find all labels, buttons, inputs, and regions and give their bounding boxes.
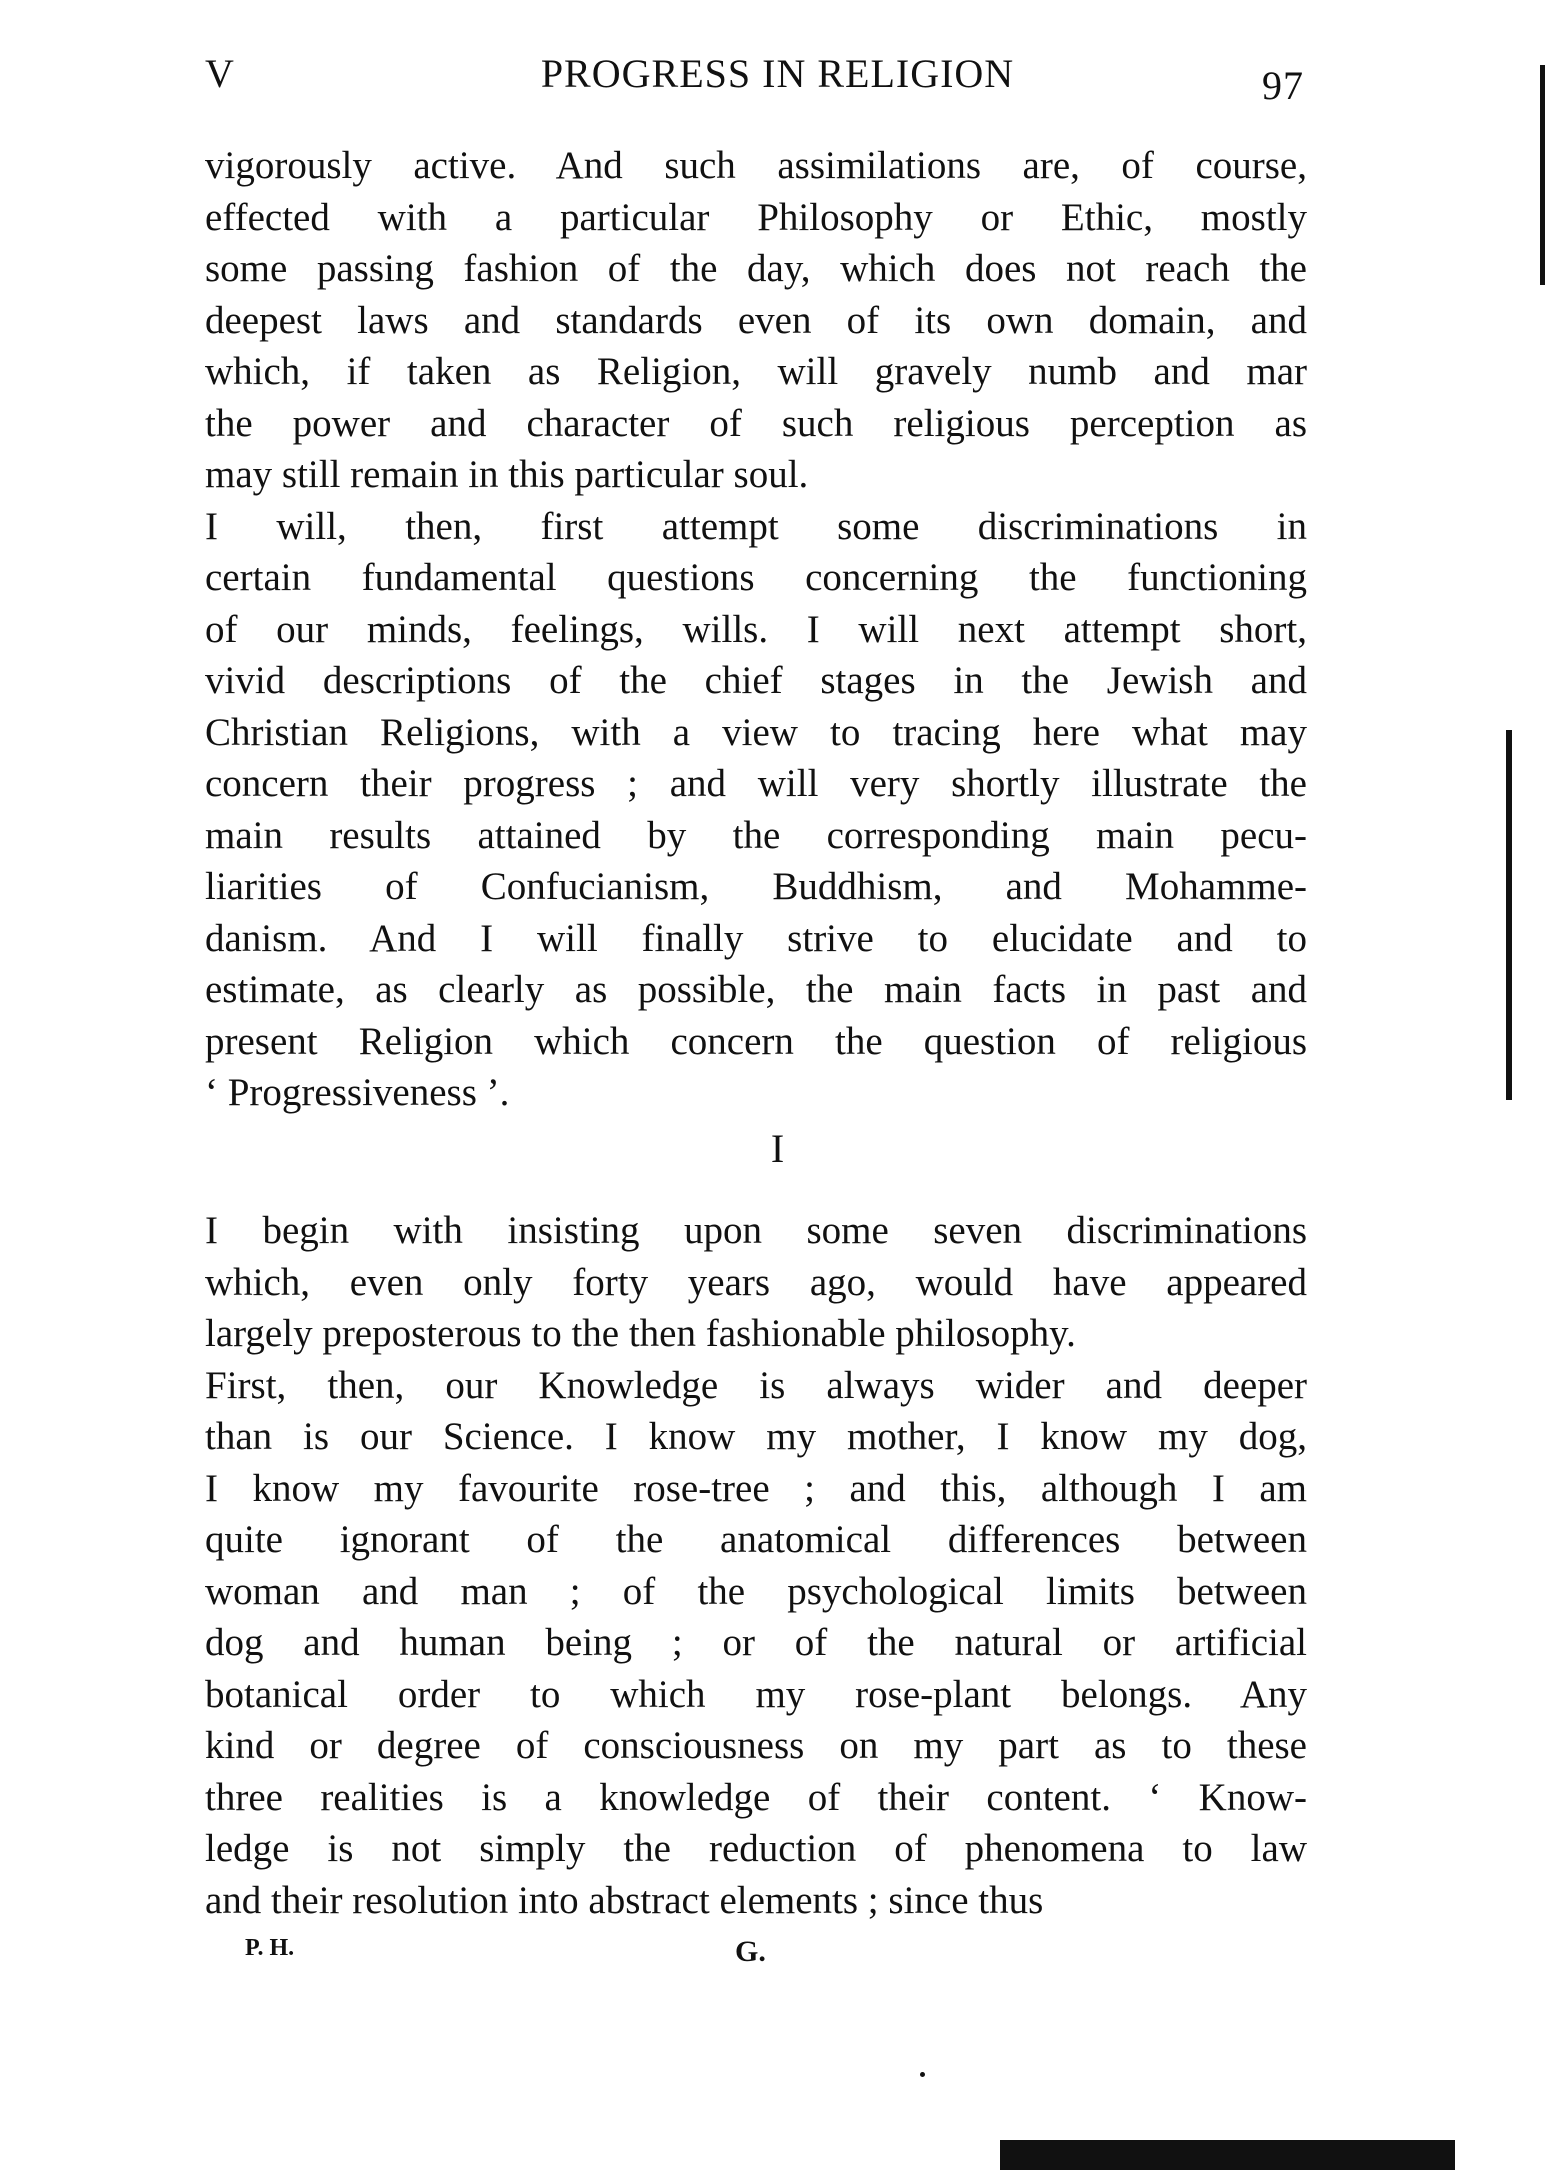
running-title: PROGRESS IN RELIGION — [540, 51, 1015, 96]
text-line: vigorously active. And such assimilations are, of course, — [205, 144, 1307, 187]
text-line: ‘ Progressiveness ’. — [205, 1071, 510, 1114]
text-line: woman and man ; of the psychological limits between — [205, 1569, 1307, 1613]
text-line: quite ignorant of the anatomical differences between — [205, 1518, 1307, 1561]
text-line: I know my favourite rose-tree ; and this, although I am — [205, 1466, 1307, 1510]
text-line: three realities is a knowledge of their content. ‘ Know- — [205, 1775, 1307, 1819]
section-heading: I — [770, 1126, 785, 1171]
text-line: botanical order to which my rose-plant belongs. Any — [205, 1672, 1307, 1716]
text-line: dog and human being ; or of the natural or artificial — [205, 1621, 1307, 1664]
text-line: largely preposterous to the then fashionable philosophy. — [205, 1312, 1076, 1355]
text-line: liarities of Confucianism, Buddhism, and Mohamme- — [205, 865, 1307, 908]
text-line: the power and character of such religious perception as — [205, 401, 1307, 445]
text-line: may still remain in this particular soul. — [205, 453, 809, 496]
text-line: danism. And I will finally strive to elucidate and to — [205, 916, 1307, 960]
text-line: present Religion which concern the question of religious — [205, 1019, 1307, 1063]
scan-edge-mark — [1000, 2140, 1455, 2170]
text-line: ledge is not simply the reduction of phenomena to law — [205, 1827, 1307, 1870]
text-line: some passing fashion of the day, which does not reach the — [205, 247, 1307, 290]
text-line: which, if taken as Religion, will gravely numb and mar — [205, 350, 1307, 393]
page-number: 97 — [1262, 63, 1304, 108]
text-line: of our minds, feelings, wills. I will next attempt short, — [205, 607, 1307, 651]
chapter-number: V — [205, 51, 235, 96]
scan-edge-mark — [920, 2072, 925, 2077]
text-line: concern their progress ; and will very shortly illustrate the — [205, 762, 1307, 805]
text-line: main results attained by the corresponding main pecu- — [205, 813, 1307, 857]
text-line: and their resolution into abstract elements ; since thus — [205, 1878, 1044, 1922]
body-text-before-section — [205, 140, 1307, 1119]
scan-edge-mark — [1506, 730, 1512, 1100]
text-line: than is our Science. I know my mother, I know my dog, — [205, 1415, 1307, 1458]
signature-mark-left: P. H. — [245, 1935, 295, 1961]
text-line: First, then, our Knowledge is always wider and deeper — [205, 1363, 1307, 1407]
text-line: vivid descriptions of the chief stages in the Jewish and — [205, 659, 1307, 702]
text-line: I will, then, first attempt some discriminations in — [205, 504, 1307, 548]
signature-mark: G. — [735, 1935, 766, 1968]
text-line: estimate, as clearly as possible, the main facts in past and — [205, 968, 1307, 1011]
text-line: kind or degree of consciousness on my part as to these — [205, 1724, 1307, 1767]
text-line: Christian Religions, with a view to tracing here what may — [205, 710, 1307, 754]
body-text-after-section — [205, 1205, 1307, 1926]
text-line: effected with a particular Philosophy or Ethic, mostly — [205, 195, 1307, 239]
text-line: certain fundamental questions concerning the functioning — [205, 556, 1307, 599]
text-line: which, even only forty years ago, would have appeared — [205, 1260, 1307, 1304]
text-line: deepest laws and standards even of its own domain, and — [205, 298, 1307, 342]
scan-edge-mark — [1540, 65, 1545, 285]
text-line: I begin with insisting upon some seven discriminations — [205, 1209, 1307, 1252]
